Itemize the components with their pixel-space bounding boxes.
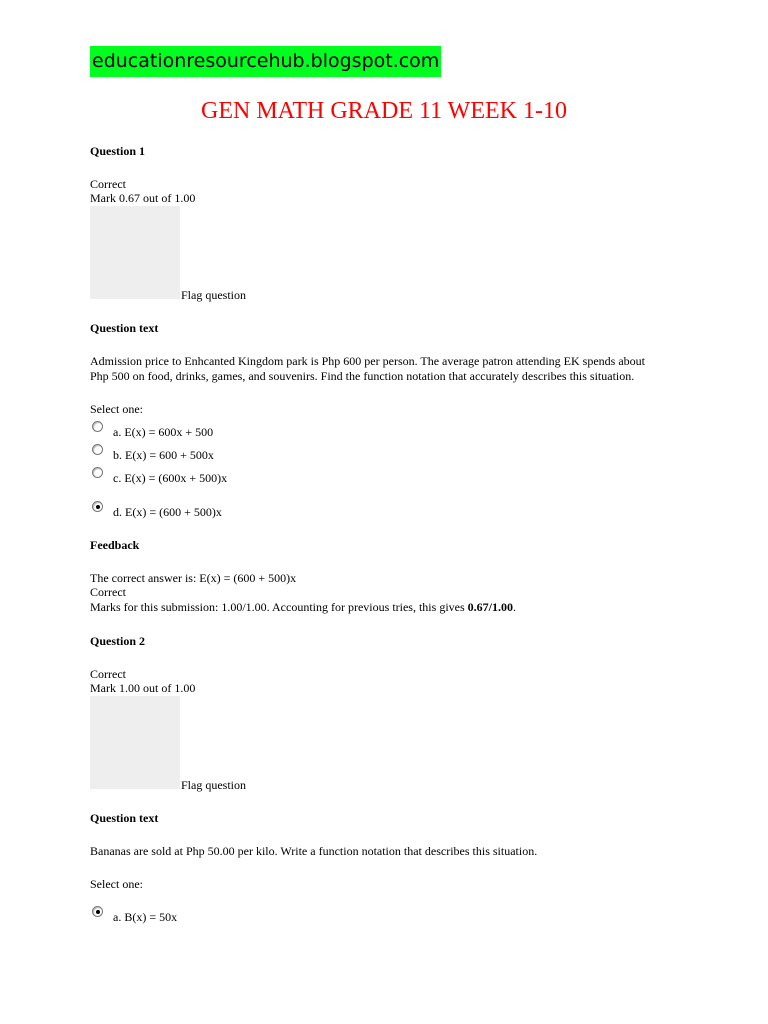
question-2-mark: Mark 1.00 out of 1.00 (90, 681, 196, 695)
option-b-radio[interactable] (92, 444, 103, 455)
select-one-label: Select one: (90, 402, 143, 416)
option-c-radio[interactable] (92, 467, 103, 478)
option-d-label[interactable]: d. E(x) = (600 + 500)x (113, 505, 222, 519)
question-1-status: Correct (90, 177, 126, 191)
flag-question-link[interactable]: Flag question (181, 778, 246, 792)
correct-answer-text: The correct answer is: E(x) = (600 + 500)x (90, 571, 297, 585)
question-2-status: Correct (90, 667, 126, 681)
question-text-heading: Question text (90, 811, 159, 825)
option-b-label[interactable]: b. E(x) = 600 + 500x (113, 448, 214, 462)
marks-summary-suffix: . (513, 600, 516, 614)
option-a-radio[interactable] (92, 421, 103, 432)
feedback-status: Correct (90, 585, 126, 599)
option-a-label[interactable]: a. B(x) = 50x (113, 910, 178, 924)
marks-summary-prefix: Marks for this submission: 1.00/1.00. Accounting for previous tries, this gives (90, 600, 468, 614)
marks-summary-score: 0.67/1.00 (467, 600, 513, 614)
option-d-radio-selected[interactable] (92, 501, 103, 512)
feedback-heading: Feedback (90, 538, 140, 552)
page-title: GEN MATH GRADE 11 WEEK 1-10 (201, 98, 567, 124)
question-1-text-line-2: Php 500 on food, drinks, games, and souvenirs. Find the function notation that accurately describes this situation. (90, 369, 635, 383)
marks-summary (90, 600, 516, 615)
site-url-banner: educationresourcehub.blogspot.com (90, 46, 441, 77)
question-text-heading: Question text (90, 321, 159, 335)
question-1-heading: Question 1 (90, 144, 146, 158)
option-c-label[interactable]: c. E(x) = (600x + 500)x (113, 471, 228, 485)
option-a-radio-selected[interactable] (92, 906, 103, 917)
flag-question-link[interactable]: Flag question (181, 288, 246, 302)
question-2-heading: Question 2 (90, 634, 146, 648)
question-1-text-line-1: Admission price to Enhcanted Kingdom park is Php 600 per person. The average patron attending EK spends about (90, 354, 645, 368)
question-1-mark: Mark 0.67 out of 1.00 (90, 191, 196, 205)
flag-image-placeholder (90, 206, 180, 299)
flag-image-placeholder (90, 696, 180, 789)
select-one-label: Select one: (90, 877, 143, 891)
option-a-label[interactable]: a. E(x) = 600x + 500 (113, 425, 214, 439)
question-2-text: Bananas are sold at Php 50.00 per kilo. Write a function notation that describes this situation. (90, 844, 538, 858)
